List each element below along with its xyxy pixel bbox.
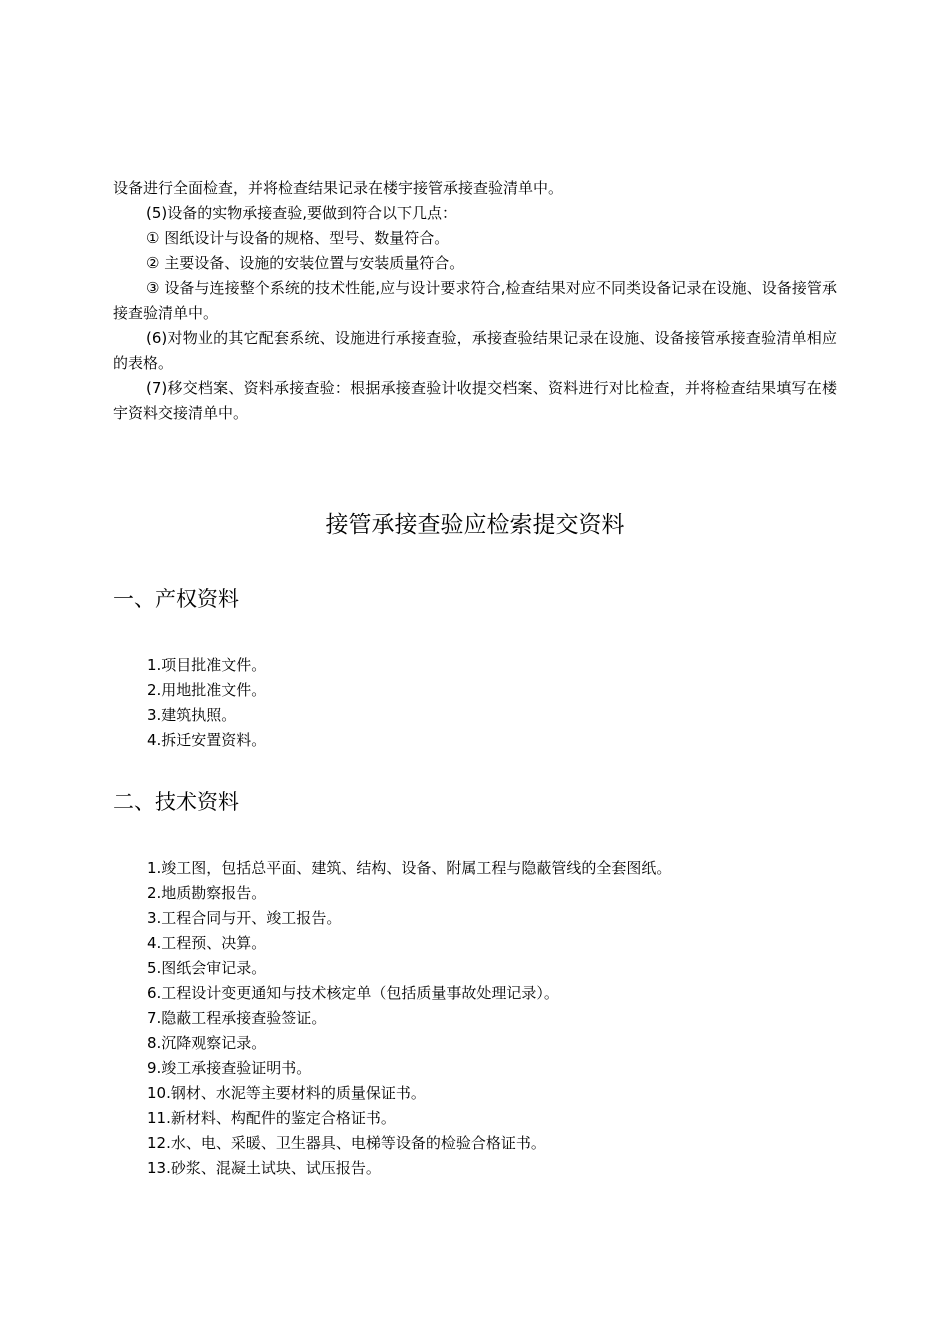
list-item: 4.拆迁安置资料。 xyxy=(147,731,267,749)
list-item: 12.水、电、采暖、卫生器具、电梯等设备的检验合格证书。 xyxy=(147,1134,546,1152)
list-item: 2.地质勘察报告。 xyxy=(147,884,267,902)
list-item: 5.图纸会审记录。 xyxy=(147,959,267,977)
list-item: 3.建筑执照。 xyxy=(147,706,237,724)
intro-paragraph: (6)对物业的其它配套系统、设施进行承接查验，承接查验结果记录在设施、设备接管承接查验清单相应的表格。 xyxy=(113,329,837,372)
list-item: 1.竣工图，包括总平面、建筑、结构、设备、附属工程与隐蔽管线的全套图纸。 xyxy=(147,859,672,877)
list-item: 11.新材料、构配件的鉴定合格证书。 xyxy=(147,1109,396,1127)
list-item: 7.隐蔽工程承接查验签证。 xyxy=(147,1009,327,1027)
list-item: 1.项目批准文件。 xyxy=(147,656,267,674)
list-item: 6.工程设计变更通知与技术核定单（包括质量事故处理记录）。 xyxy=(147,984,559,1002)
intro-text-block xyxy=(113,176,837,426)
list-item: 9.竣工承接查验证明书。 xyxy=(147,1059,312,1077)
section-heading-technical-documents: 二、技术资料 xyxy=(113,790,239,814)
intro-paragraph: (7)移交档案、资料承接查验：根据承接查验计收提交档案、资料进行对比检查，并将检查结果填写在楼宇资料交接清单中。 xyxy=(113,379,837,422)
list-item: 8.沉降观察记录。 xyxy=(147,1034,267,1052)
technical-documents-list xyxy=(147,856,671,1181)
section-heading-property-documents: 一、产权资料 xyxy=(113,587,239,611)
intro-paragraph: ② 主要设备、设施的安装位置与安装质量符合。 xyxy=(146,254,465,272)
property-documents-list xyxy=(147,653,266,753)
intro-paragraph: (5)设备的实物承接查验,要做到符合以下几点： xyxy=(146,204,458,222)
document-title: 接管承接查验应检索提交资料 xyxy=(325,512,625,538)
list-item: 4.工程预、决算。 xyxy=(147,934,267,952)
intro-paragraph: 设备进行全面检查，并将检查结果记录在楼宇接管承接查验清单中。 xyxy=(113,179,564,197)
list-item: 13.砂浆、混凝土试块、试压报告。 xyxy=(147,1159,381,1177)
list-item: 3.工程合同与开、竣工报告。 xyxy=(147,909,342,927)
list-item: 10.钢材、水泥等主要材料的质量保证书。 xyxy=(147,1084,426,1102)
intro-paragraph: ① 图纸设计与设备的规格、型号、数量符合。 xyxy=(146,229,450,247)
intro-paragraph: ③ 设备与连接整个系统的技术性能,应与设计要求符合,检查结果对应不同类设备记录在设施、设备接管承接查验清单中。 xyxy=(113,279,837,322)
list-item: 2.用地批准文件。 xyxy=(147,681,267,699)
